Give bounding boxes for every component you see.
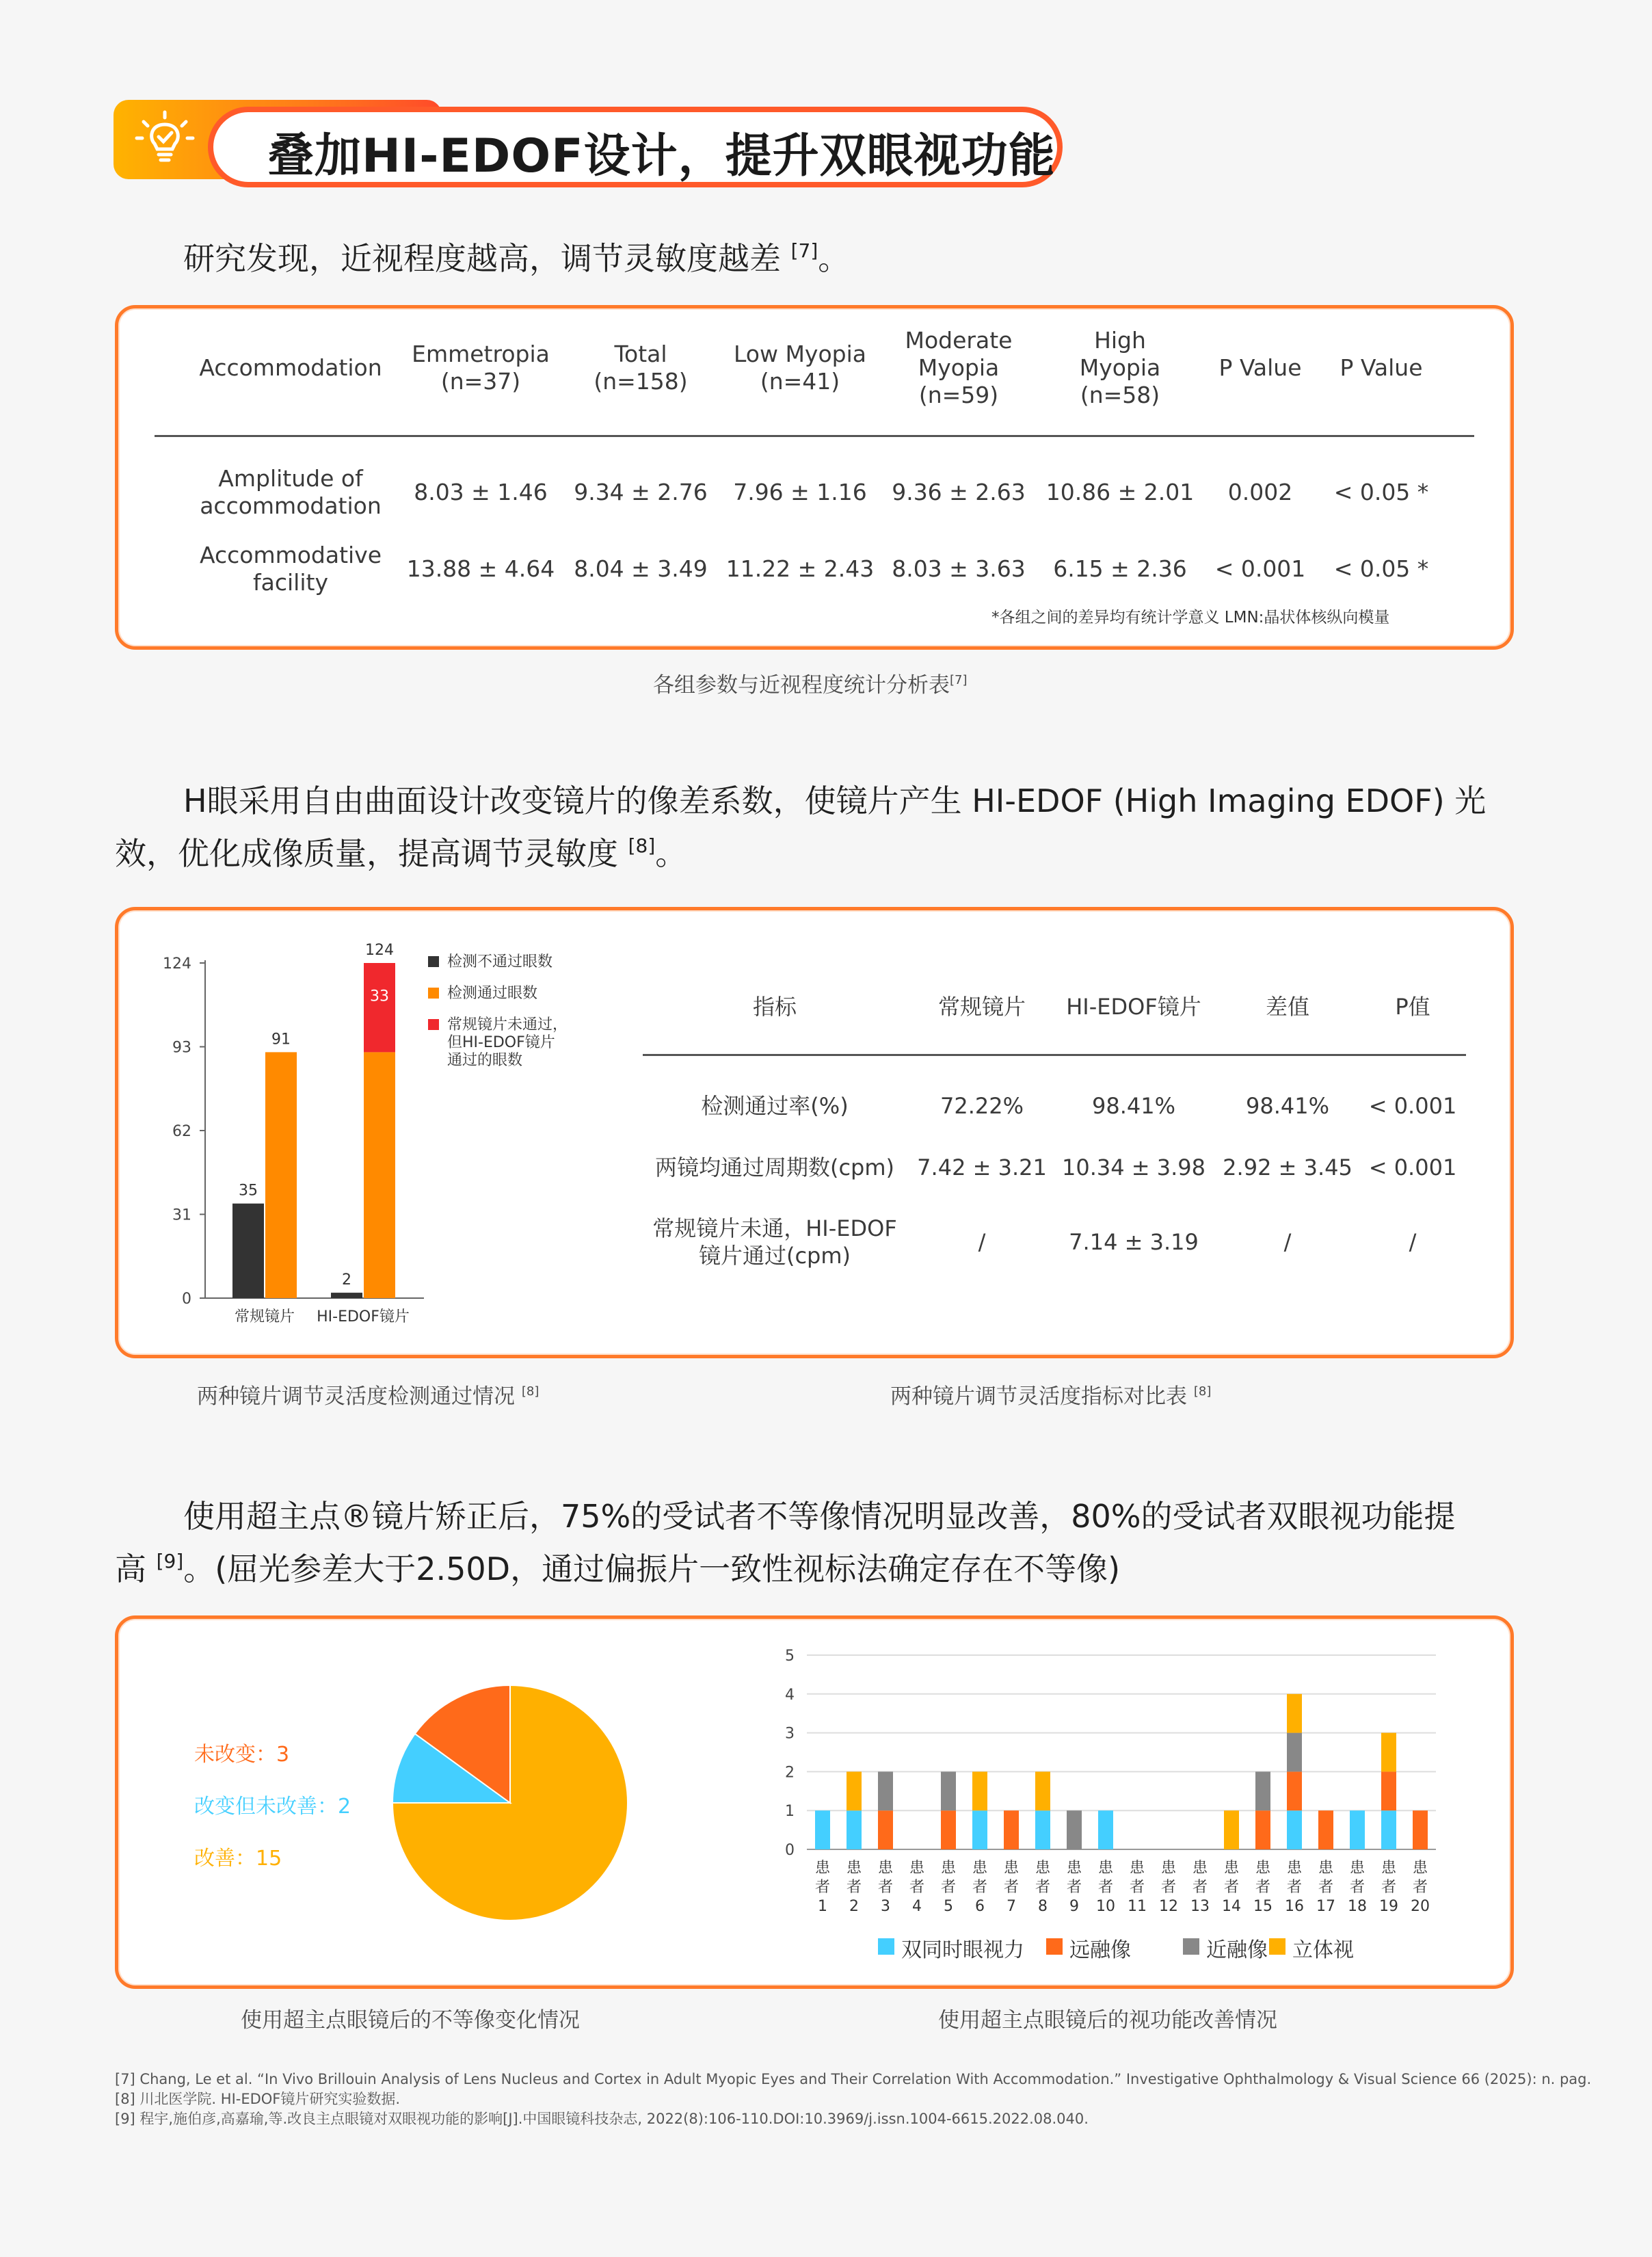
cell-line: P Value [1218, 354, 1302, 381]
pie-label-improved: 改善：15 [194, 1847, 282, 1871]
x-category-label: 13 [1190, 1898, 1210, 1915]
cell-line: Moderate [905, 327, 1013, 354]
table1-note: *各组之间的差异均有统计学意义 LMN:晶状体核纵向模量 [991, 609, 1390, 626]
pie-label-changed: 改变但未改善：2 [194, 1795, 351, 1819]
table2-cell: 10.34 ± 3.98 [1061, 1154, 1205, 1180]
y-tick-label: 62 [172, 1123, 191, 1140]
legend-label: 近融像 [1206, 1938, 1268, 1962]
stack-segment [1287, 1771, 1302, 1810]
ref-mark: [7] [790, 239, 818, 262]
stack-segment [1035, 1771, 1050, 1810]
bar-pass [364, 1052, 395, 1298]
y-tick-label: 2 [785, 1764, 795, 1782]
table1-header [405, 341, 556, 395]
x-label-prefix: 患 [1035, 1860, 1051, 1877]
table1-cell: 8.03 ± 3.63 [892, 555, 1026, 582]
table2-row-label [645, 1154, 905, 1181]
table1-cell: < 0.05 * [1333, 479, 1429, 505]
x-label-prefix: 者 [1318, 1879, 1334, 1896]
x-label-prefix: 者 [846, 1879, 862, 1896]
y-tick-label: 31 [172, 1206, 191, 1224]
legend-label: 常规镜片未通过， [447, 1016, 568, 1033]
cell-line: Total [614, 341, 667, 367]
x-label-prefix: 患 [1223, 1860, 1240, 1877]
data-label: 35 [239, 1182, 258, 1200]
table1-header [1205, 354, 1315, 382]
x-category-label: 5 [944, 1898, 953, 1915]
reference-item: [7] Chang, Le et al. “In Vivo Brillouin Analysis of Lens Nucleus and Cortex in Adult Myopic Eyes and Their Correlation With Accommodation.” Investigative Ophthalmology & Visual Science 66 (2025): n. pag. [115, 2071, 1592, 2087]
legend-label: 双同时眼视力 [901, 1938, 1024, 1962]
table1-cell: 13.88 ± 4.64 [406, 555, 555, 582]
table1-header [1320, 354, 1443, 382]
x-label-prefix: 者 [1035, 1879, 1051, 1896]
cell-line: P Value [1340, 354, 1423, 381]
stack-segment [1255, 1771, 1270, 1810]
stack-segment [1067, 1810, 1082, 1849]
bar-fail [331, 1293, 362, 1298]
legend-label: 但HI-EDOF镜片 [447, 1034, 555, 1051]
sentence-end: 。 [655, 835, 687, 872]
y-tick-label: 124 [163, 955, 191, 973]
x-category-label: 12 [1159, 1898, 1178, 1915]
x-label-prefix: 者 [1129, 1879, 1145, 1896]
x-label-prefix: 患 [1066, 1860, 1082, 1877]
y-tick-label: 1 [785, 1803, 795, 1821]
stack-segment [972, 1771, 987, 1810]
stack-segment [941, 1810, 956, 1849]
bar-fail [232, 1204, 264, 1298]
x-label-prefix: 者 [1192, 1879, 1208, 1896]
table2-header: 常规镜片 [937, 994, 1026, 1020]
section1-text [183, 228, 849, 281]
cell-line: (n=37) [440, 368, 521, 395]
table2-cell: 2.92 ± 3.45 [1223, 1154, 1353, 1180]
legend-label: 检测不通过眼数 [447, 953, 553, 971]
stack-segment [1381, 1810, 1396, 1849]
table1-header [1045, 327, 1195, 409]
reference-item: [9] 程宇,施伯彦,高嘉瑜,等.改良主点眼镜对双眼视功能的影响[J].中国眼镜科技杂志, 2022(8):106-110.DOI:10.3969/j.issn.1004-6615.2022.08.040. [115, 2111, 1089, 2127]
chart2-caption [197, 1379, 539, 1410]
x-category-label: 19 [1379, 1898, 1398, 1915]
cell-line: 检测通过率(%) [701, 1093, 849, 1119]
legend-swatch [1046, 1938, 1063, 1955]
table2-cell: < 0.001 [1368, 1154, 1457, 1180]
stack-segment [878, 1810, 893, 1849]
x-label-prefix: 患 [1192, 1860, 1208, 1877]
y-tick-label: 0 [785, 1842, 795, 1859]
x-label-prefix: 者 [1066, 1879, 1082, 1896]
pass-bar-chart [150, 937, 438, 1334]
x-category-label: HI-EDOF镜片 [317, 1308, 410, 1325]
cell-line: 两镜均通过周期数(cpm) [654, 1154, 895, 1180]
table1-header [883, 327, 1034, 409]
section-header [114, 100, 1064, 190]
stack-segment [941, 1771, 956, 1810]
legend-swatch [1183, 1938, 1199, 1955]
ref-mark: [7] [950, 673, 968, 687]
table2-header: 差值 [1265, 994, 1309, 1020]
x-category-label: 14 [1222, 1898, 1241, 1915]
cell-line: (n=59) [918, 382, 999, 408]
x-label-prefix: 者 [1160, 1879, 1177, 1896]
ref-mark: [8] [628, 834, 656, 857]
cell-line: facility [253, 569, 328, 596]
y-tick-label: 5 [785, 1648, 795, 1665]
x-label-prefix: 患 [940, 1860, 957, 1877]
x-category-label: 1 [818, 1898, 827, 1915]
table1-cell: 9.36 ± 2.63 [892, 479, 1026, 505]
table1-header [725, 341, 875, 395]
x-label-prefix: 者 [940, 1879, 957, 1896]
stack-segment [878, 1771, 893, 1810]
table2-row-label [645, 1092, 905, 1120]
table2-row-label [645, 1215, 905, 1269]
ref-mark: [9] [156, 1550, 184, 1572]
x-label-prefix: 患 [1286, 1860, 1303, 1877]
legend-swatch [428, 1019, 439, 1030]
legend-label: 检测通过眼数 [447, 985, 538, 1002]
stack-segment [815, 1810, 830, 1849]
section2-line2-text: 效，优化成像质量，提高调节灵敏度 [115, 835, 618, 872]
cell-line: Myopia [1079, 354, 1161, 381]
stack-segment [1381, 1771, 1396, 1810]
references [115, 2070, 1591, 2129]
table1-header [565, 341, 716, 395]
table1-rule [155, 435, 1474, 437]
x-label-prefix: 者 [877, 1879, 894, 1896]
table1-cell: 0.002 [1227, 479, 1293, 505]
stack-segment [1381, 1733, 1396, 1772]
x-label-prefix: 患 [1349, 1860, 1365, 1877]
x-label-prefix: 患 [972, 1860, 988, 1877]
x-label-prefix: 患 [1003, 1860, 1020, 1877]
table2-cell: / [1283, 1229, 1292, 1255]
page-title: 叠加HI-EDOF设计，提升双眼视功能 [267, 129, 1056, 183]
x-category-label: 9 [1069, 1898, 1079, 1915]
stack-segment [1413, 1810, 1428, 1849]
pie-label-unchanged: 未改变：3 [194, 1743, 290, 1767]
x-label-prefix: 者 [1097, 1879, 1114, 1896]
x-label-prefix: 患 [877, 1860, 894, 1877]
y-tick-label: 0 [182, 1291, 191, 1308]
stack-segment [1287, 1694, 1302, 1733]
x-label-prefix: 患 [1412, 1860, 1428, 1877]
x-label-prefix: 患 [1097, 1860, 1114, 1877]
reference-item: [8] 川北医学院. HI-EDOF镜片研究实验数据. [115, 2091, 401, 2107]
table1-header [195, 354, 386, 382]
caption-text: 两种镜片调节灵活度检测通过情况 [197, 1384, 515, 1409]
x-category-label: 2 [849, 1898, 859, 1915]
x-category-label: 3 [881, 1898, 890, 1915]
table2-cell: 7.14 ± 3.19 [1069, 1229, 1199, 1255]
ref-mark: [8] [521, 1384, 539, 1399]
table2-cell: < 0.001 [1368, 1093, 1457, 1119]
section3-line2-start: 高 [115, 1550, 146, 1587]
data-label: 91 [271, 1031, 291, 1048]
x-label-prefix: 者 [1286, 1879, 1303, 1896]
x-label-prefix: 者 [972, 1879, 988, 1896]
stack-segment [1004, 1810, 1019, 1849]
section2-line1: H眼采用自由曲面设计改变镜片的像差系数，使镜片产生 HI-EDOF (High Imaging EDOF) 光 [183, 782, 1487, 819]
section1-sentence: 研究发现，近视程度越高，调节灵敏度越差 [183, 240, 781, 277]
x-label-prefix: 患 [909, 1860, 925, 1877]
y-tick-label: 3 [785, 1725, 795, 1743]
table1-cell: 9.34 ± 2.76 [574, 479, 708, 505]
table1-cell: 8.03 ± 1.46 [414, 479, 548, 505]
x-label-prefix: 者 [1223, 1879, 1240, 1896]
stack-segment [1287, 1733, 1302, 1772]
table1-cell: < 0.001 [1214, 555, 1306, 582]
x-label-prefix: 患 [846, 1860, 862, 1877]
legend-swatch [428, 988, 439, 999]
y-tick-label: 4 [785, 1686, 795, 1704]
cell-line: (n=58) [1080, 382, 1160, 408]
table1-cell: 11.22 ± 2.43 [725, 555, 875, 582]
table2-cell: / [978, 1229, 986, 1255]
x-label-prefix: 患 [1318, 1860, 1334, 1877]
x-category-label: 16 [1285, 1898, 1304, 1915]
table1-row-label [188, 542, 393, 596]
legend-swatch [878, 1938, 894, 1955]
table2-cell: 72.22% [940, 1093, 1024, 1119]
section3-line2 [115, 1539, 1120, 1592]
table1-cell: 6.15 ± 2.36 [1053, 555, 1187, 582]
stack-segment [1098, 1810, 1113, 1849]
x-category-label: 常规镜片 [234, 1308, 295, 1325]
table1-cell: < 0.05 * [1333, 555, 1429, 582]
stack-segment [847, 1771, 862, 1810]
legend-label: 通过的眼数 [447, 1052, 523, 1069]
bar-pass [265, 1052, 297, 1298]
anisoeikonia-pie-chart [387, 1680, 633, 1926]
data-label: 33 [370, 988, 389, 1005]
ref-mark: [8] [1193, 1384, 1212, 1399]
lightbulb-icon [134, 109, 196, 171]
stack-segment [1035, 1810, 1050, 1849]
table1-cell: 10.86 ± 2.01 [1045, 479, 1195, 505]
x-label-prefix: 者 [1381, 1879, 1397, 1896]
table2-header: HI-EDOF镜片 [1066, 994, 1201, 1020]
table2-caption [890, 1379, 1211, 1410]
x-label-prefix: 患 [814, 1860, 831, 1877]
x-label-prefix: 患 [1160, 1860, 1177, 1877]
cell-line: (n=41) [760, 368, 840, 395]
cell-line: Accommodative [199, 542, 382, 568]
x-category-label: 8 [1038, 1898, 1048, 1915]
stack-segment [1287, 1810, 1302, 1849]
caption-text: 各组参数与近视程度统计分析表 [653, 673, 950, 698]
stack-segment [1224, 1810, 1239, 1849]
stack-segment [972, 1810, 987, 1849]
cell-line: 镜片通过(cpm) [698, 1243, 851, 1269]
x-category-label: 10 [1096, 1898, 1115, 1915]
x-category-label: 15 [1253, 1898, 1273, 1915]
x-label-prefix: 者 [1349, 1879, 1365, 1896]
x-label-prefix: 者 [1003, 1879, 1020, 1896]
table2-cell: 98.41% [1091, 1093, 1175, 1119]
legend-swatch [428, 956, 439, 967]
x-category-label: 6 [975, 1898, 985, 1915]
x-label-prefix: 者 [1255, 1879, 1271, 1896]
table2-cell: / [1409, 1229, 1417, 1255]
table1-row-label [188, 465, 393, 520]
table1-cell: 8.04 ± 3.49 [574, 555, 708, 582]
table2-cell: 7.42 ± 3.21 [917, 1154, 1047, 1180]
section2-line2 [115, 823, 687, 876]
table2-rule [643, 1054, 1466, 1056]
bar-extra-pass [364, 963, 395, 1052]
stack-caption: 使用超主点眼镜后的视功能改善情况 [938, 2008, 1277, 2033]
data-label: 2 [342, 1271, 351, 1289]
x-category-label: 11 [1128, 1898, 1147, 1915]
stack-segment [1318, 1810, 1333, 1849]
x-category-label: 18 [1348, 1898, 1367, 1915]
x-category-label: 17 [1316, 1898, 1335, 1915]
x-label-prefix: 患 [1129, 1860, 1145, 1877]
cell-line: (n=158) [594, 368, 688, 395]
cell-line: 常规镜片未通，HI-EDOF [652, 1215, 897, 1241]
cell-line: Amplitude of [218, 465, 363, 492]
table1-cell: 7.96 ± 1.16 [733, 479, 867, 505]
table2-header: P值 [1395, 994, 1430, 1020]
x-label-prefix: 者 [1412, 1879, 1428, 1896]
cell-line: Low Myopia [733, 341, 866, 367]
sentence-end: 。 [818, 240, 850, 277]
legend-label: 远融像 [1069, 1938, 1131, 1962]
pie-caption: 使用超主点眼镜后的不等像变化情况 [241, 2008, 580, 2033]
stack-segment [1255, 1810, 1270, 1849]
x-category-label: 4 [912, 1898, 922, 1915]
caption-text: 两种镜片调节灵活度指标对比表 [890, 1384, 1187, 1409]
x-category-label: 20 [1411, 1898, 1430, 1915]
legend-swatch [1269, 1938, 1285, 1955]
legend-label: 立体视 [1292, 1938, 1354, 1962]
section3-line1: 使用超主点®镜片矫正后，75%的受试者不等像情况明显改善，80%的受试者双眼视功能提 [183, 1498, 1456, 1535]
stack-segment [1350, 1810, 1365, 1849]
x-label-prefix: 者 [909, 1879, 925, 1896]
x-category-label: 7 [1007, 1898, 1016, 1915]
visual-function-stacked-chart [766, 1641, 1450, 1936]
y-tick-label: 93 [172, 1039, 191, 1057]
table1-caption [653, 668, 968, 698]
cell-line: Emmetropia [412, 341, 550, 367]
cell-line: Myopia [918, 354, 1000, 381]
x-label-prefix: 患 [1381, 1860, 1397, 1877]
section3-line2-end: 。(屈光参差大于2.50D，通过偏振片一致性视标法确定存在不等像) [183, 1550, 1121, 1587]
cell-line: Accommodation [199, 354, 382, 381]
table2-cell: 98.41% [1245, 1093, 1329, 1119]
table2-header: 指标 [752, 994, 797, 1020]
cell-line: accommodation [200, 492, 382, 519]
cell-line: High [1094, 327, 1146, 354]
x-label-prefix: 者 [814, 1879, 831, 1896]
stack-segment [847, 1810, 862, 1849]
data-label: 124 [365, 942, 394, 959]
x-label-prefix: 患 [1255, 1860, 1271, 1877]
